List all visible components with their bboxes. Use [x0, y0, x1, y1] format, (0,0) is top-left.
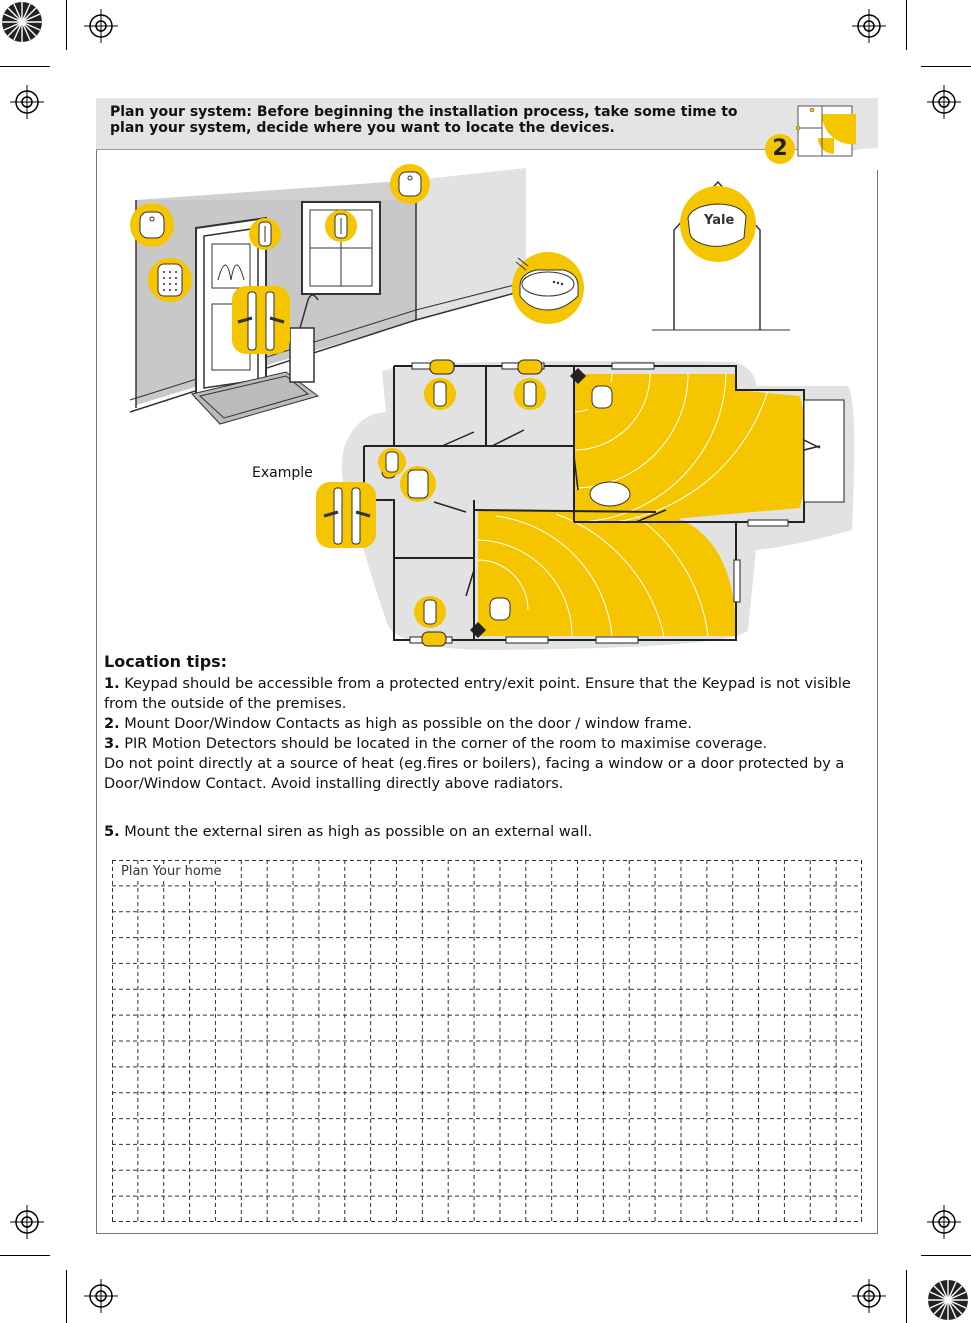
example-label: Example — [252, 465, 313, 481]
tip-3-note: Do not point directly at a source of heat (eg.fires or boilers), facing a window or a door protected by a Door/Window Contact. Avoid installing directly above radiators. — [104, 756, 845, 792]
external-siren-scene — [652, 182, 790, 330]
step-number-badge: 2 — [765, 134, 795, 164]
tips-title: Location tips: — [104, 652, 228, 671]
tip-2: 2. Mount Door/Window Contacts as high as possible on the door / window frame. — [104, 716, 692, 732]
pir-detector-callout — [130, 203, 174, 247]
installation-illustration — [96, 150, 878, 660]
header-instruction: Plan your system: Before beginning the installation process, take some time to plan your system, decide where you want to locate the devices. — [110, 104, 738, 136]
window-contact-callout — [325, 210, 357, 242]
header-band — [96, 98, 878, 150]
siren-brand-logo: Yale — [704, 213, 735, 228]
tip-5: 5. Mount the external siren as high as possible on an external wall. — [104, 824, 593, 840]
wall-pir-callout — [390, 164, 430, 204]
plan-grid-label: Plan Your home — [121, 864, 222, 879]
tip-3: 3. PIR Motion Detectors should be located in the corner of the room to maximise coverage. — [104, 736, 768, 752]
plan-your-home-grid[interactable] — [112, 860, 862, 1222]
keypad-callout — [148, 258, 192, 302]
door-lock-callout — [232, 286, 290, 354]
door-contact-callout — [249, 218, 281, 250]
hub-callout — [512, 252, 584, 324]
tip-1: 1. Keypad should be accessible from a protected entry/exit point. Ensure that the Keypad is not visible from the outside of the premises. — [104, 676, 851, 712]
plan-grid-lines — [112, 860, 862, 1222]
location-tips — [104, 652, 864, 842]
floor-plan — [316, 360, 854, 650]
example-lock-callout — [316, 482, 376, 548]
